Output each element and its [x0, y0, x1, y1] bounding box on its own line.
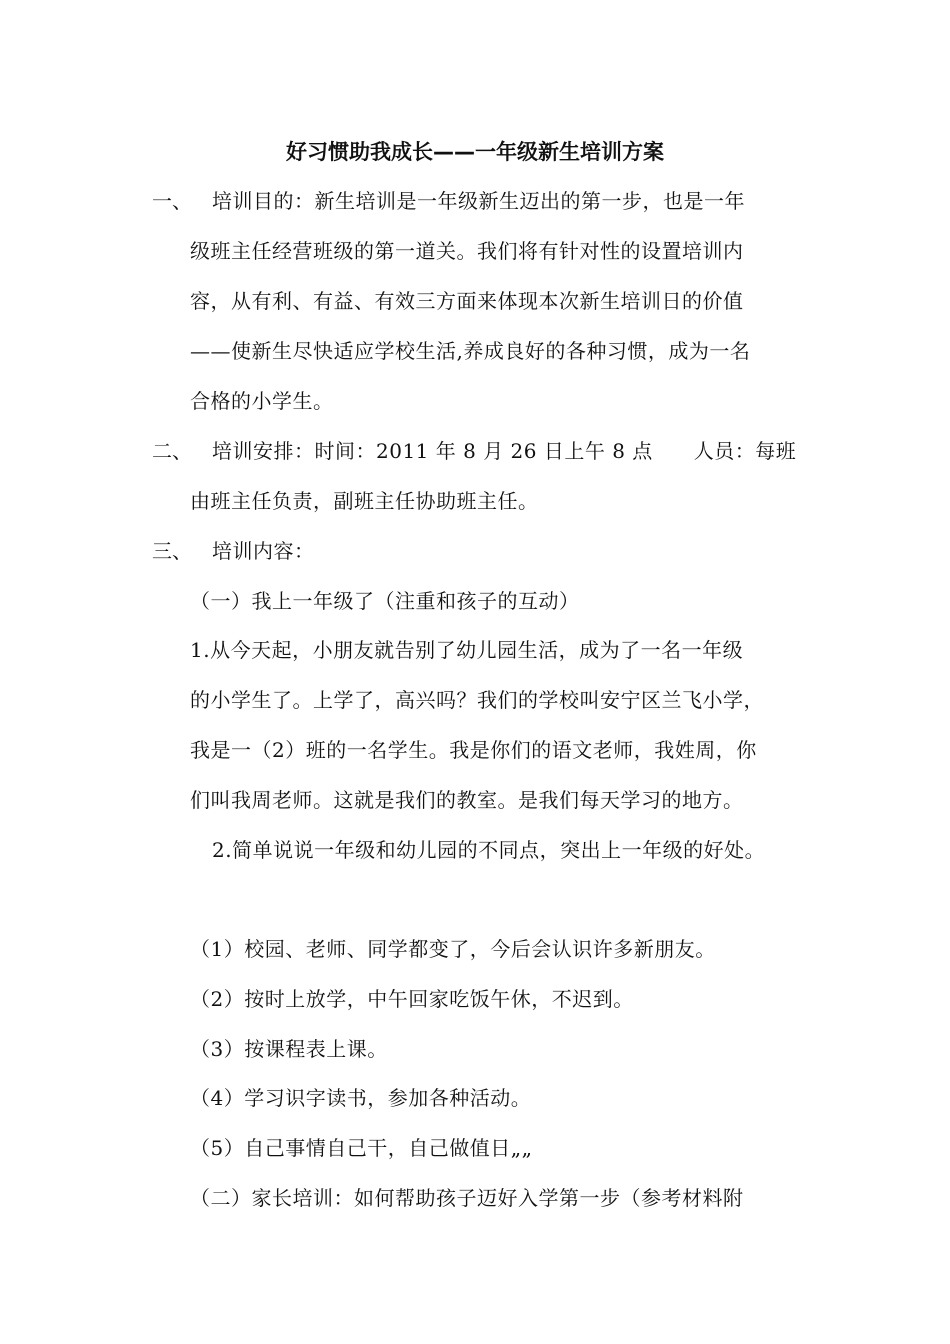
- section-line: 培训目的：新生培训是一年级新生迈出的第一步，也是一年: [212, 189, 745, 213]
- difference-item: （1）校园、老师、同学都变了，今后会认识许多新朋友。: [190, 937, 716, 961]
- section-line: 培训内容：: [212, 539, 315, 563]
- document-title: 好习惯助我成长——一年级新生培训方案: [286, 140, 664, 164]
- section-number: 一、: [152, 189, 192, 213]
- section-line: ——使新生尽快适应学校生活,养成良好的各种习惯，成为一名: [190, 339, 751, 363]
- difference-item: （3）按课程表上课。: [190, 1037, 388, 1061]
- section-number: 三、: [152, 539, 192, 563]
- part-one-heading: （一）我上一年级了（注重和孩子的互动）: [190, 589, 580, 613]
- section-line: 级班主任经营班级的第一道关。我们将有针对性的设置培训内: [190, 239, 744, 263]
- item-one-line: 们叫我周老师。这就是我们的教室。是我们每天学习的地方。: [190, 788, 744, 812]
- part-two-heading: （二）家长培训：如何帮助孩子迈好入学第一步（参考材料附: [190, 1186, 744, 1210]
- section-line: 由班主任负责，副班主任协助班主任。: [190, 489, 539, 513]
- section-line: 培训安排：时间：2011 年 8 月 26 日上午 8 点 人员：每班: [212, 439, 797, 463]
- item-two-line: 2.简单说说一年级和幼儿园的不同点，突出上一年级的好处。: [212, 838, 766, 862]
- item-one-line: 我是一（2）班的一名学生。我是你们的语文老师，我姓周，你: [190, 738, 757, 762]
- difference-item: （4）学习识字读书，参加各种活动。: [190, 1086, 532, 1110]
- difference-item: （5）自己事情自己干，自己做值日„„: [190, 1136, 533, 1160]
- difference-item: （2）按时上放学，中午回家吃饭午休，不迟到。: [190, 987, 634, 1011]
- item-one-line: 的小学生了。上学了，高兴吗？我们的学校叫安宁区兰飞小学，: [190, 688, 764, 712]
- item-one-line: 1.从今天起，小朋友就告别了幼儿园生活，成为了一名一年级: [190, 638, 744, 662]
- section-number: 二、: [152, 439, 192, 463]
- section-line: 容，从有利、有益、有效三方面来体现本次新生培训日的价值: [190, 289, 744, 313]
- section-line: 合格的小学生。: [190, 389, 334, 413]
